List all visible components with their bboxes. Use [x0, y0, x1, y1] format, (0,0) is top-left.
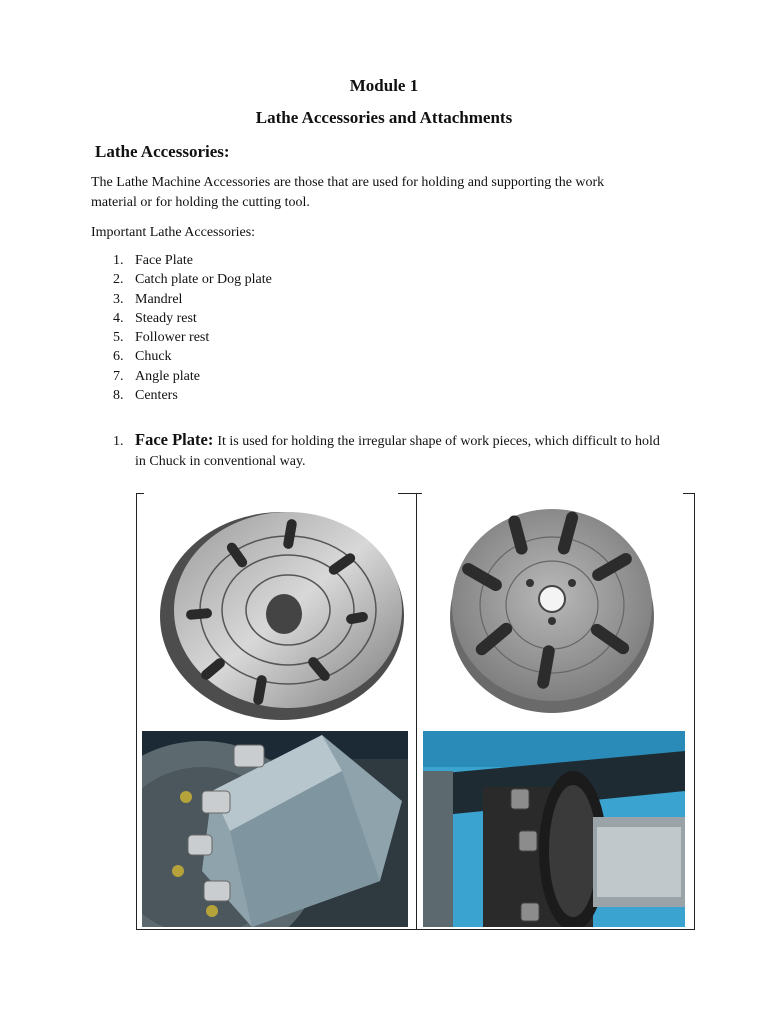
list-heading: Important Lathe Accessories: [91, 225, 256, 240]
module-title: Module 1 [349, 76, 419, 95]
list-item: 4. Steady rest [113, 310, 197, 326]
intro-line-1: The Lathe Machine Accessories are those that are used for holding and supporting the work [91, 175, 605, 190]
face-plate-in-use-photo-1 [142, 731, 408, 927]
face-plate-photo-2 [420, 497, 690, 725]
face-plate-photo-1 [142, 497, 412, 725]
face-plate-in-use-photo-2 [423, 731, 685, 927]
section-heading: Lathe Accessories: [95, 142, 230, 161]
list-item: 8. Centers [113, 388, 178, 404]
accessories-list [113, 251, 272, 405]
list-item: 5. Follower rest [113, 330, 210, 346]
face-plate-description: 1. Face Plate: It is used for holding the irregular shape of work pieces, which difficult to hold in Chuck in conventional way. [113, 430, 713, 472]
list-item: 3. Mandrel [113, 291, 183, 307]
list-item: 7. Angle plate [113, 368, 200, 384]
face-plate-image-grid [136, 493, 695, 930]
intro-line-2: material or for holding the cutting tool. [91, 195, 310, 210]
list-item: 1. Face Plate [113, 253, 193, 268]
list-item: 2. Catch plate or Dog plate [113, 272, 272, 288]
page-subtitle: Lathe Accessories and Attachments [255, 108, 513, 127]
face-plate-title: Face Plate: [135, 430, 214, 449]
face-plate-desc-line-2: in Chuck in conventional way. [135, 454, 306, 469]
list-item: 6. Chuck [113, 349, 172, 365]
intro-paragraph [91, 173, 604, 213]
face-plate-desc-line-1: It is used for holding the irregular shape of work pieces, which difficult to hold [217, 434, 660, 449]
